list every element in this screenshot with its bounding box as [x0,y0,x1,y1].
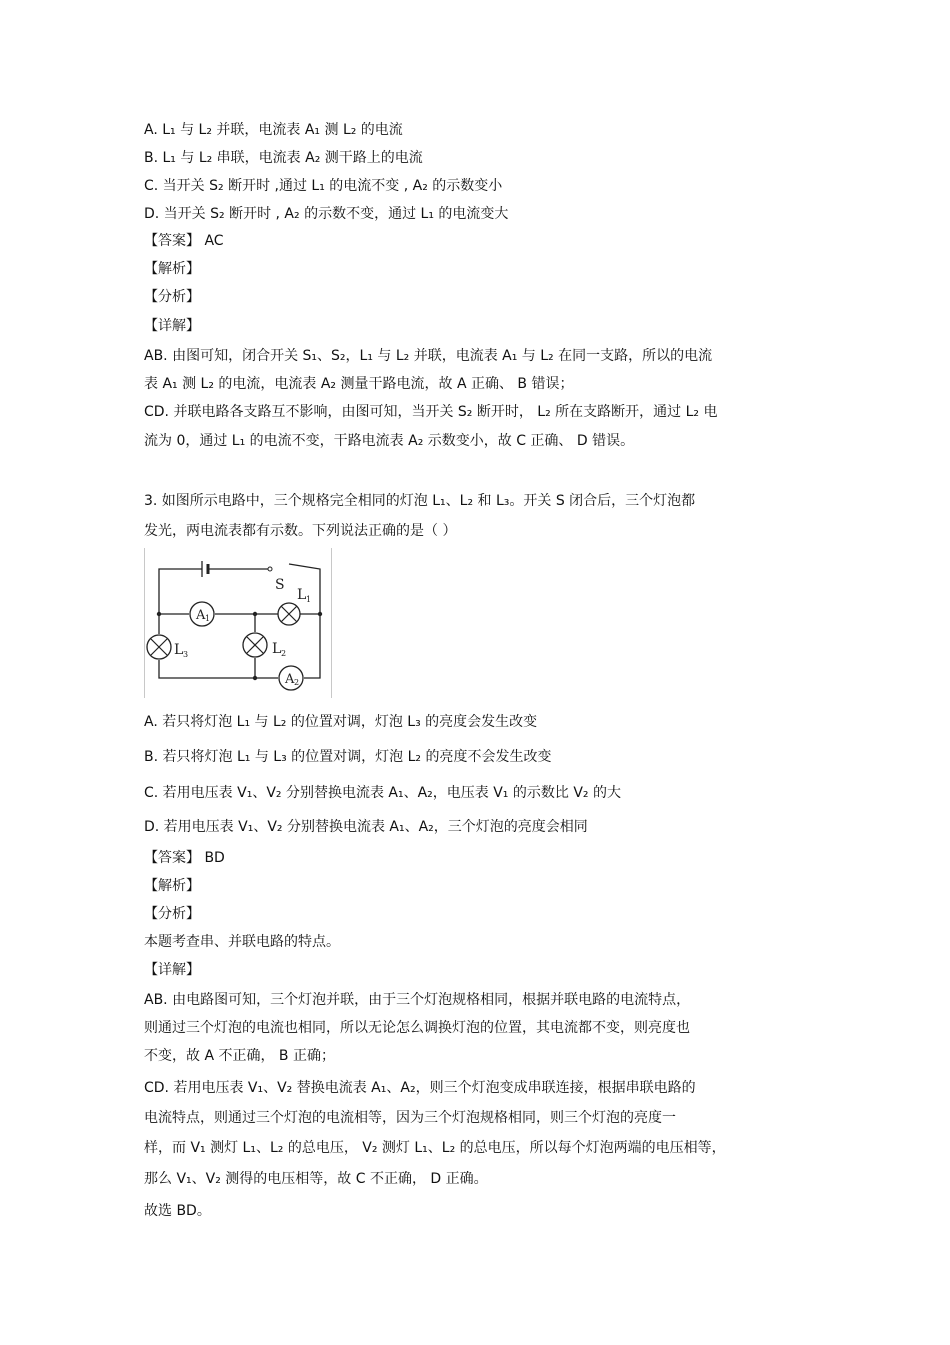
svg-text:2: 2 [281,649,287,658]
svg-text:3: 3 [183,650,189,659]
ammeter-a2-icon [279,666,303,690]
text-line: 发光，两电流表都有示数。下列说法正确的是（ ） [144,523,457,539]
lamp-l2-icon [243,633,267,657]
text-line: 【分析】 [144,289,200,305]
text-line: B. L₁ 与 L₂ 串联，电流表 A₂ 测干路上的电流 [144,150,423,166]
svg-text:1: 1 [306,595,312,604]
text-line: 电流特点，则通过三个灯泡的电流相等，因为三个灯泡规格相同，则三个灯泡的亮度一 [144,1110,676,1126]
text-line: B. 若只将灯泡 L₁ 与 L₃ 的位置对调，灯泡 L₂ 的亮度不会发生改变 [144,749,552,765]
text-line: CD. 并联电路各支路互不影响，由图可知，当开关 S₂ 断开时， L₂ 所在支路断开，通过 L₂ 电 [144,404,718,420]
switch-label: S [275,577,285,593]
text-line: 流为 0，通过 L₁ 的电流不变，干路电流表 A₂ 示数变小，故 C 正确、 D 错误。 [144,433,635,449]
text-line: 【分析】 [144,906,200,922]
text-line: 【答案】 AC [144,233,224,249]
text-line: A. L₁ 与 L₂ 并联，电流表 A₁ 测 L₂ 的电流 [144,122,403,138]
text-line: A. 若只将灯泡 L₁ 与 L₂ 的位置对调，灯泡 L₃ 的亮度会发生改变 [144,714,538,730]
text-line: 故选 BD。 [144,1203,211,1219]
ammeter-a1-icon [190,602,214,626]
text-line: AB. 由图可知，闭合开关 S₁、S₂，L₁ 与 L₂ 并联，电流表 A₁ 与 L₂ 在同一支路，所以的电流 [144,348,713,364]
text-line: 不变，故 A 不正确， B 正确； [144,1048,335,1064]
text-line: CD. 若用电压表 V₁、V₂ 替换电流表 A₁、A₂，则三个灯泡变成串联连接，根据串联电路的 [144,1080,696,1096]
text-line: 【解析】 [144,878,200,894]
text-line: 【详解】 [144,318,200,334]
text-line: 【答案】 BD [144,850,225,866]
text-line: 表 A₁ 测 L₂ 的电流，电流表 A₂ 测量干路电流，故 A 正确、 B 错误； [144,376,574,392]
svg-text:2: 2 [294,678,300,687]
lamp-l3-label: L [174,642,184,658]
lamp-l3-icon [147,635,171,659]
text-line: AB. 由电路图可知，三个灯泡并联，由于三个灯泡规格相同，根据并联电路的电流特点， [144,992,691,1008]
svg-text:1: 1 [205,614,211,623]
svg-text:A: A [196,608,206,623]
text-line: C. 若用电压表 V₁、V₂ 分别替换电流表 A₁、A₂，电压表 V₁ 的示数比 V₂ 的大 [144,785,621,801]
text-line: 样，而 V₁ 测灯 L₁、L₂ 的总电压， V₂ 测灯 L₁、L₂ 的总电压，所以每个灯泡两端的电压相等， [144,1140,726,1156]
lamp-l2-label: L [272,641,282,657]
text-line: 3. 如图所示电路中，三个规格完全相同的灯泡 L₁、L₂ 和 L₃。开关 S 闭合后，三个灯泡都 [144,493,696,509]
lamp-l1-label: L [297,587,307,603]
text-line: 本题考查串、并联电路的特点。 [144,934,340,950]
text-line: 则通过三个灯泡的电流也相同，所以无论怎么调换灯泡的位置，其电流都不变，则亮度也 [144,1020,690,1036]
text-line: 【解析】 [144,261,200,277]
text-line: 【详解】 [144,962,200,978]
switch-icon [268,567,272,571]
text-line: D. 若用电压表 V₁、V₂ 分别替换电流表 A₁、A₂，三个灯泡的亮度会相同 [144,819,588,835]
text-line: 那么 V₁、V₂ 测得的电压相等，故 C 不正确， D 正确。 [144,1171,488,1187]
svg-text:A: A [285,672,295,687]
text-line: C. 当开关 S₂ 断开时 ,通过 L₁ 的电流不变 , A₂ 的示数变小 [144,178,503,194]
circuit-diagram [144,548,332,698]
text-line: D. 当开关 S₂ 断开时 , A₂ 的示数不变，通过 L₁ 的电流变大 [144,206,509,222]
lamp-l1-icon [278,603,300,625]
battery-icon [202,561,208,577]
